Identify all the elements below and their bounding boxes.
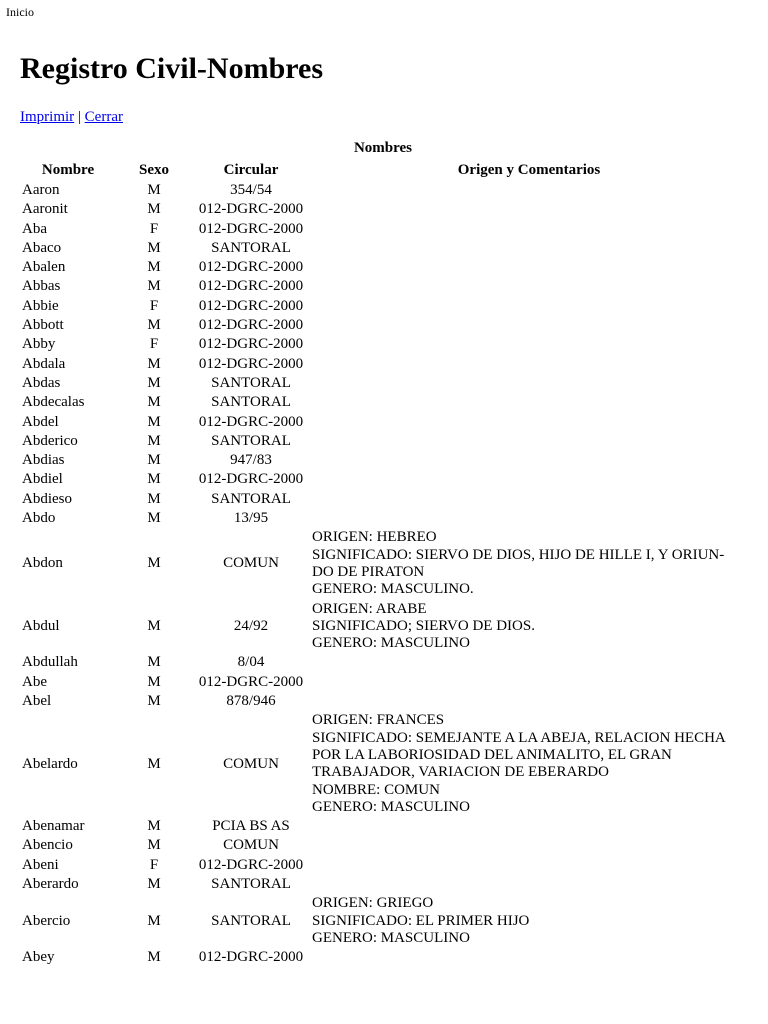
comment-line: ORIGEN: HEBREO (312, 529, 437, 546)
name-cell: Abdel (22, 413, 59, 430)
circular-cell: 012-DGRC-2000 (198, 297, 304, 314)
sex-cell: M (147, 617, 161, 634)
sex-cell: M (147, 394, 161, 411)
comments-cell (310, 316, 748, 335)
sex-cell: M (147, 374, 161, 391)
sex-cell: M (147, 471, 161, 488)
table-row (20, 432, 748, 451)
comment-line: NOMBRE: COMUN (312, 781, 440, 798)
circular-cell: SANTORAL (211, 432, 291, 449)
name-cell: Abalen (22, 259, 66, 276)
circular-cell: 24/92 (233, 617, 269, 634)
name-cell: Abelardo (22, 755, 78, 772)
name-cell: Abby (22, 336, 56, 353)
comments-cell (310, 355, 748, 374)
name-cell: Abeni (22, 856, 59, 873)
comments-cell (310, 413, 748, 432)
comments-cell (310, 528, 748, 599)
sex-cell: M (147, 201, 161, 218)
circular-cell: SANTORAL (211, 912, 291, 929)
table-row (20, 711, 748, 817)
name-cell: Abdias (22, 452, 65, 469)
circular-cell: SANTORAL (211, 394, 291, 411)
comments-cell (310, 692, 748, 711)
comment-line: ORIGEN: GRIEGO (312, 895, 434, 912)
table-row (20, 817, 748, 836)
sex-cell: F (149, 336, 159, 353)
circular-cell: 012-DGRC-2000 (198, 317, 304, 334)
comments-cell (310, 856, 748, 875)
name-cell: Abbie (22, 297, 59, 314)
sex-cell: M (147, 949, 161, 966)
table-row (20, 653, 748, 672)
name-cell: Abey (22, 949, 55, 966)
circular-cell: 354/54 (230, 182, 272, 198)
table-body (20, 181, 748, 967)
name-cell: Abbas (22, 278, 61, 295)
name-cell: Abercio (22, 912, 71, 929)
link-separator: | (74, 109, 85, 125)
sex-cell: F (149, 297, 159, 314)
comment-line: GENERO: MASCULINO (312, 635, 470, 652)
sex-cell: M (147, 239, 161, 256)
table-row (20, 451, 748, 470)
table-row (20, 277, 748, 296)
name-cell: Abbott (22, 317, 64, 334)
circular-cell: SANTORAL (211, 490, 291, 507)
table-row (20, 528, 748, 599)
comment-line: SIGNIFICADO: EL PRIMER HIJO (312, 912, 530, 929)
name-cell: Aba (22, 220, 47, 237)
sex-cell: M (147, 317, 161, 334)
table-row (20, 239, 748, 258)
comments-cell (310, 393, 748, 412)
comment-line: GENERO: MASCULINO. (312, 581, 474, 598)
sex-cell: F (149, 856, 159, 873)
name-cell: Abdullah (22, 654, 78, 671)
comments-cell (310, 258, 748, 277)
name-cell: Abdecalas (22, 394, 85, 411)
comment-line: ORIGEN: ARABE (312, 600, 427, 617)
circular-cell: 8/04 (237, 654, 265, 671)
comment-line: GENERO: MASCULINO (312, 929, 470, 946)
table-row (20, 335, 748, 354)
sex-cell: M (147, 837, 161, 854)
comment-line: GENERO: MASCULINO (312, 798, 470, 815)
table-row (20, 220, 748, 239)
sex-cell: F (149, 220, 159, 237)
table-row (20, 297, 748, 316)
comments-cell (310, 200, 748, 219)
table-row (20, 673, 748, 692)
circular-cell: SANTORAL (211, 239, 291, 256)
circular-cell: 012-DGRC-2000 (198, 336, 304, 353)
table-caption: Nombres (353, 140, 413, 156)
print-link[interactable]: Imprimir (20, 109, 75, 125)
name-cell: Abdiel (22, 471, 63, 488)
name-cell: Abdala (22, 355, 66, 372)
sex-cell: M (147, 490, 161, 507)
page-title: Registro Civil-Nombres (20, 52, 324, 85)
circular-cell: SANTORAL (211, 374, 291, 391)
sex-cell: M (147, 413, 161, 430)
name-cell: Abaco (22, 239, 62, 256)
comments-cell (310, 181, 748, 200)
sex-cell: M (147, 355, 161, 372)
sex-cell: M (147, 818, 161, 835)
table-row (20, 948, 748, 967)
table-row (20, 181, 748, 200)
comment-line: SIGNIFICADO: SIERVO DE DIOS, HIJO DE HILLE I, Y ORIUN- DO DE PIRATON (312, 546, 725, 580)
table-row (20, 692, 748, 711)
table-header-row (20, 160, 748, 181)
sex-cell: M (147, 452, 161, 469)
name-cell: Abderico (22, 432, 78, 449)
table-row (20, 316, 748, 335)
comments-cell (310, 817, 748, 836)
table-row (20, 200, 748, 219)
circular-cell: 012-DGRC-2000 (198, 259, 304, 276)
circular-cell: COMUN (223, 755, 279, 772)
table-row (20, 490, 748, 509)
circular-cell: 012-DGRC-2000 (198, 413, 304, 430)
sex-cell: M (147, 875, 161, 892)
circular-cell: 012-DGRC-2000 (198, 673, 304, 690)
table-row (20, 374, 748, 393)
comments-cell (310, 948, 748, 967)
action-links (20, 109, 123, 126)
sex-cell: M (147, 912, 161, 929)
header-circular: Circular (223, 162, 279, 178)
circular-cell: 012-DGRC-2000 (198, 949, 304, 966)
table-row (20, 470, 748, 489)
comment-line: ORIGEN: FRANCES (312, 712, 445, 729)
circular-cell: SANTORAL (211, 875, 291, 892)
name-cell: Aaronit (22, 201, 68, 218)
table-row (20, 413, 748, 432)
circular-cell: 012-DGRC-2000 (198, 355, 304, 372)
circular-cell: 012-DGRC-2000 (198, 856, 304, 873)
sex-cell: M (147, 259, 161, 276)
name-cell: Abdas (22, 374, 61, 391)
header-comments: Origen y Comentarios (457, 162, 601, 178)
sex-cell: M (147, 432, 161, 449)
comment-line: SIGNIFICADO; SIERVO DE DIOS. (312, 617, 535, 634)
comments-cell (310, 509, 748, 528)
circular-cell: 012-DGRC-2000 (198, 278, 304, 295)
comments-cell (310, 894, 748, 948)
comment-line: SIGNIFICADO: SEMEJANTE A LA ABEJA, RELACION HECHA POR LA LABORIOSIDAD DEL ANIMALITO, EL GRAN TRABAJADOR, VARIACION DE EBERARDO (312, 729, 725, 781)
sex-cell: M (147, 673, 161, 690)
header-name: Nombre (41, 162, 95, 178)
sex-cell: M (147, 654, 161, 671)
name-cell: Aberardo (22, 875, 79, 892)
close-link[interactable]: Cerrar (84, 109, 123, 125)
circular-cell: COMUN (223, 555, 279, 572)
circular-cell: 13/95 (233, 510, 269, 527)
circular-cell: 012-DGRC-2000 (198, 201, 304, 218)
name-cell: Abel (22, 693, 52, 710)
name-cell: Abencio (22, 837, 73, 854)
home-link[interactable]: Inicio (6, 5, 34, 19)
comments-cell (310, 277, 748, 296)
sex-cell: M (147, 755, 161, 772)
comments-cell (310, 335, 748, 354)
table-row (20, 836, 748, 855)
circular-cell: 878/946 (226, 693, 276, 710)
table-row (20, 355, 748, 374)
comments-cell (310, 451, 748, 470)
name-cell: Abe (22, 673, 47, 690)
table-row (20, 875, 748, 894)
names-table (20, 160, 748, 967)
comments-cell (310, 374, 748, 393)
name-cell: Abdieso (22, 490, 72, 507)
comments-cell (310, 673, 748, 692)
sex-cell: M (147, 510, 161, 527)
circular-cell: PCIA BS AS (212, 818, 290, 835)
name-cell: Abdul (22, 617, 60, 634)
table-row (20, 509, 748, 528)
sex-cell: M (147, 693, 161, 710)
name-cell: Aaron (22, 182, 60, 198)
sex-cell: M (147, 278, 161, 295)
sex-cell: M (147, 182, 161, 198)
comments-cell (310, 239, 748, 258)
table-row (20, 258, 748, 277)
circular-cell: 947/83 (230, 452, 272, 469)
comments-cell (310, 220, 748, 239)
circular-cell: 012-DGRC-2000 (198, 471, 304, 488)
comments-cell (310, 490, 748, 509)
header-sex: Sexo (139, 162, 169, 178)
table-row (20, 600, 748, 654)
comments-cell (310, 432, 748, 451)
comments-cell (310, 600, 748, 654)
circular-cell: COMUN (223, 837, 279, 854)
comments-cell (310, 836, 748, 855)
comments-cell (310, 711, 748, 817)
name-cell: Abenamar (22, 818, 85, 835)
comments-cell (310, 470, 748, 489)
sex-cell: M (147, 555, 161, 572)
table-row (20, 856, 748, 875)
table-row (20, 393, 748, 412)
name-cell: Abdo (22, 510, 56, 527)
table-row (20, 894, 748, 948)
comments-cell (310, 653, 748, 672)
circular-cell: 012-DGRC-2000 (198, 220, 304, 237)
comments-cell (310, 875, 748, 894)
comments-cell (310, 297, 748, 316)
name-cell: Abdon (22, 555, 63, 572)
